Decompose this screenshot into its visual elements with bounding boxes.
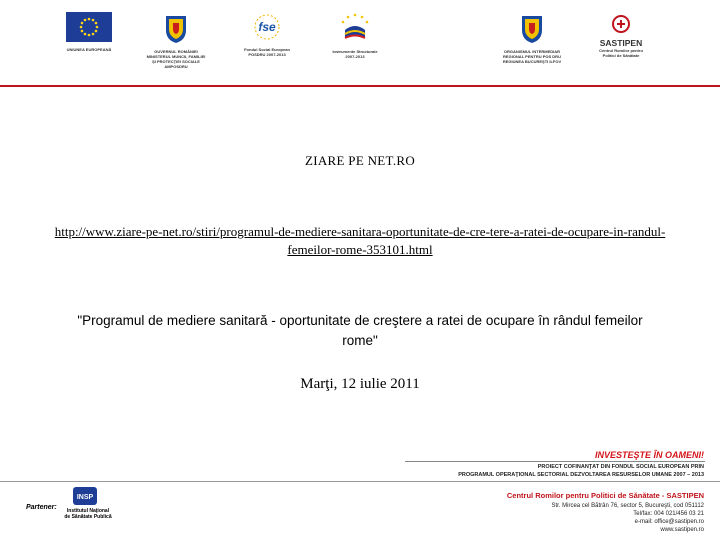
project-line-1: PROIECT COFINANŢAT DIN FONDUL SOCIAL EUROPEAN PRIN <box>537 464 704 470</box>
article-link[interactable]: http://www.ziare-pe-net.ro/stiri/programul-de-mediere-sanitara-oportunitate-de-cre-tere-a-ratei-de-ocupare-in-randul-femeilor-rome-353101.html <box>54 224 666 257</box>
fse-mark-text: fse <box>258 20 276 34</box>
partner-label: Partener: <box>26 504 57 511</box>
footer-slogan: INVESTEŞTE ÎN OAMENI! <box>594 450 704 460</box>
sastipen-emblem-icon <box>611 15 631 33</box>
org-name: Centrul Romilor pentru Politici de Sănătate - SASTIPEN <box>506 491 704 500</box>
org-email[interactable]: e-mail: office@sastipen.ro <box>634 519 704 525</box>
org-phone: Tel/fax: 004 021/456 03 21 <box>633 511 704 517</box>
article-date: Marţi, 12 iulie 2011 <box>300 376 420 392</box>
insp-emblem-icon <box>72 486 98 506</box>
coat-of-arms-icon <box>164 14 188 44</box>
structural-instruments-icon <box>339 12 371 44</box>
coat-of-arms-icon-2 <box>520 14 544 44</box>
sastipen-wordmark: SASTIPEN <box>599 38 643 48</box>
fse-logo-caption: Fondul Social European POSDRU 2007-2013 <box>244 47 290 57</box>
sastipen-logo-caption: Centrul Romilor pentru Politici de Sănătate <box>599 48 643 58</box>
oirposdru-logo <box>497 14 567 64</box>
site-name: ZIARE PE NET.RO <box>304 153 416 168</box>
fse-logo <box>236 12 298 57</box>
gov-logo-caption: GUVERNUL ROMÂNIEI MINISTERUL MUNCII, FAMILIEI ŞI PROTECŢIEI SOCIALE AMPOSDRU <box>146 49 206 69</box>
partner-name: Institutul Naţional de Sănătate Publică <box>64 508 112 520</box>
eu-flag-icon <box>66 12 112 42</box>
eu-flag-logo <box>56 12 122 52</box>
project-line-2: PROGRAMUL OPERAŢIONAL SECTORIAL DEZVOLTAREA RESURSELOR UMANE 2007 – 2013 <box>458 472 704 478</box>
org-address: Str. Mircea cel Bătrân 76, sector 5, Bucureşti, cod 051112 <box>551 503 704 509</box>
slogan-divider <box>405 461 705 462</box>
header-logo-bar <box>0 0 720 86</box>
fse-icon <box>247 12 287 42</box>
romania-gov-logo <box>143 14 209 69</box>
org-website[interactable]: www.sastipen.ro <box>660 527 704 533</box>
insp-mark-text: INSP <box>76 494 94 501</box>
oirposdru-logo-caption: ORGANISMUL INTERMEDIAR REGIONAL PENTRU POS DRU REGIUNEA BUCUREŞTI ILFOV <box>502 49 562 64</box>
structural-instruments-logo <box>326 12 384 59</box>
article-title: "Programul de mediere sanitară - oportunitate de creştere a ratei de ocupare în rândul femeilor rome" <box>77 313 643 348</box>
eu-logo-caption: UNIUNEA EUROPEANĂ <box>66 47 112 52</box>
footer <box>0 448 720 540</box>
sastipen-logo <box>588 15 654 58</box>
footer-divider <box>0 481 720 482</box>
structural-logo-caption: Instrumente Structurale 2007-2013 <box>332 49 378 59</box>
header-divider <box>0 85 720 87</box>
